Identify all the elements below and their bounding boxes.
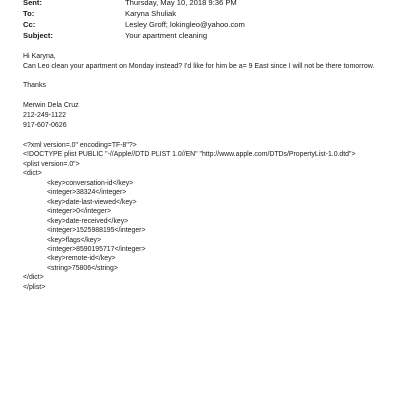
plist-block bbox=[23, 141, 393, 292]
plist-line: <plist version=.0"> bbox=[23, 160, 80, 168]
signature-phone-2: 917-607-0626 bbox=[23, 121, 67, 129]
sent-value: Thursday, May 10, 2018 9:36 PM bbox=[125, 0, 237, 7]
sent-label: Sent: bbox=[23, 0, 42, 7]
plist-close-plist: </plist> bbox=[23, 283, 46, 291]
plist-line: <dict> bbox=[23, 170, 42, 178]
plist-dict-line: <integer>0</integer> bbox=[47, 208, 111, 216]
plist-dict-line: <key>flags</key> bbox=[47, 236, 102, 244]
greeting: Hi Karyna, bbox=[23, 53, 56, 60]
to-value: Karyna Shuliak bbox=[125, 9, 177, 18]
subject-label: Subject: bbox=[23, 31, 53, 40]
cc-label: Cc: bbox=[23, 20, 36, 29]
subject-row bbox=[23, 30, 383, 41]
email-header bbox=[23, 0, 383, 44]
plist-line: <?xml version=.0" encoding=TF-8"?> bbox=[23, 142, 137, 149]
message-text: Can Leo clean your apartment on Monday instead? I'd like for him be a= 9 East since I will not be there tomorrow. bbox=[23, 62, 375, 70]
plist-dict-line: <integer>1525988195</integer> bbox=[47, 227, 146, 235]
plist-dict-line: <key>date-last-viewed</key> bbox=[47, 198, 137, 206]
plist-close-dict: </dict> bbox=[23, 274, 44, 282]
plist-dict-line: <key>conversation-id</key> bbox=[47, 179, 134, 187]
to-row bbox=[23, 8, 383, 19]
sent-row bbox=[23, 0, 383, 8]
to-label: To: bbox=[23, 9, 35, 18]
signature-phone-1: 212-249-1122 bbox=[23, 111, 67, 119]
thanks-text: Thanks bbox=[23, 82, 46, 90]
cc-value: Lesley Groff; lokingleo@yahoo.com bbox=[125, 20, 245, 29]
plist-dict-line: <integer>8590195717</integer> bbox=[47, 245, 146, 253]
plist-dict-line: <key>remote-id</key> bbox=[47, 255, 116, 263]
cc-row bbox=[23, 19, 383, 30]
subject-value: Your apartment cleaning bbox=[125, 31, 208, 40]
plist-dict-line: <integer>38324</integer> bbox=[47, 189, 127, 197]
plist-dict-line: <string>75806</string> bbox=[47, 264, 118, 272]
signature-name: Merwin Dela Cruz bbox=[23, 102, 79, 110]
email-body bbox=[23, 52, 388, 130]
plist-line: <!DOCTYPE plist PUBLIC "-//Apple//DTD PLIST 1.0//EN" "http://www.apple.com/DTDs/PropertyList-1.0.dtd"> bbox=[23, 151, 356, 159]
plist-dict-line: <key>date-received</key> bbox=[47, 217, 129, 225]
